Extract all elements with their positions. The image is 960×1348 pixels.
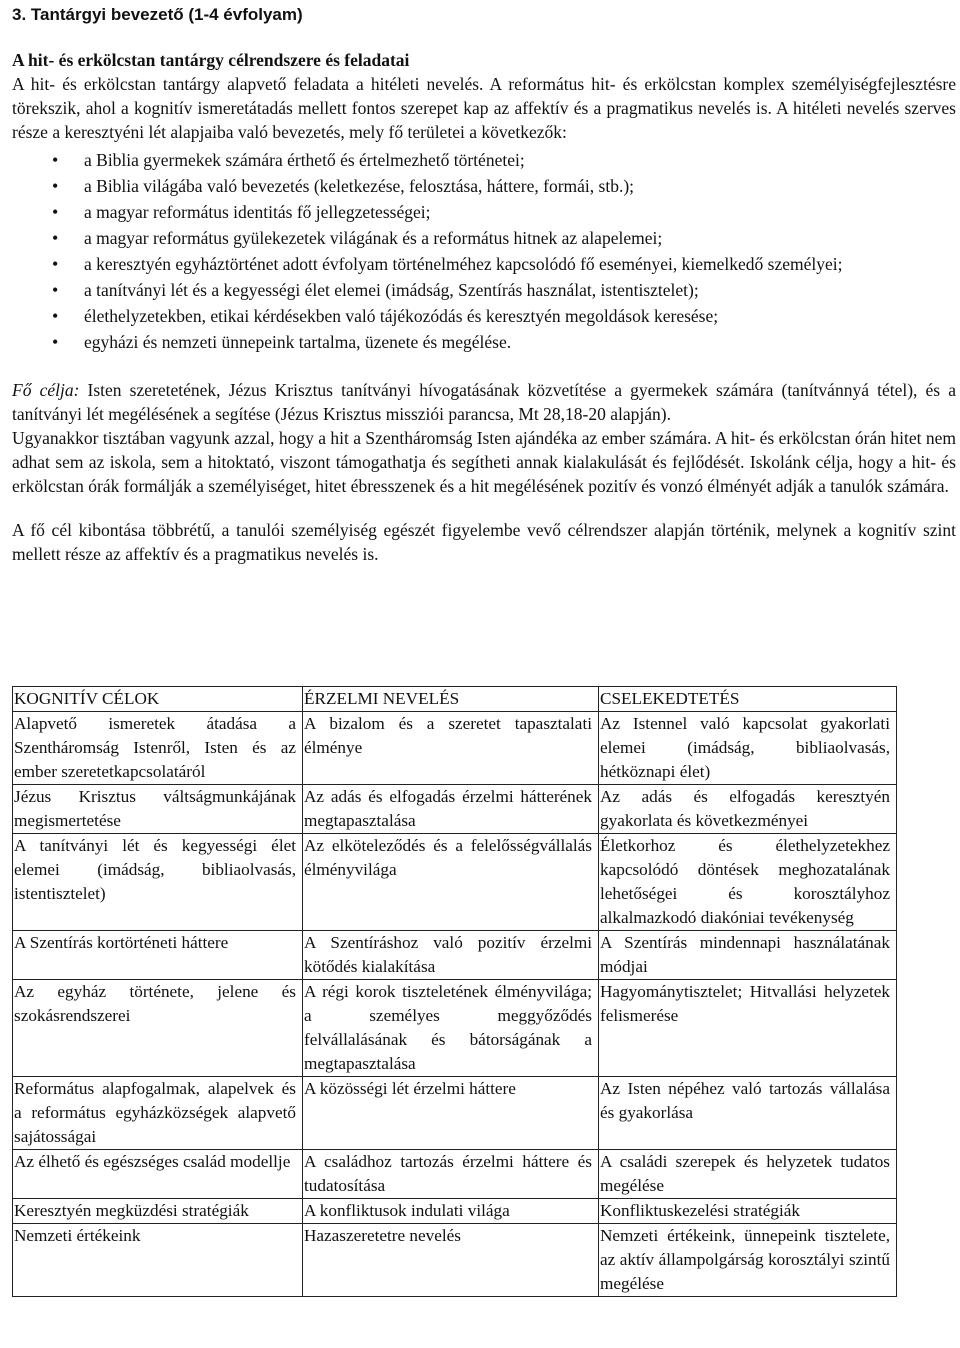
table-cell: Keresztyén megküzdési stratégiák xyxy=(13,1199,303,1224)
table-cell: A családi szerepek és helyzetek tudatos megélése xyxy=(599,1150,897,1199)
list-item: • a magyar református gyülekezetek világának és a református hitnek az alapelemei; xyxy=(12,226,956,250)
list-item: • egyházi és nemzeti ünnepeink tartalma, üzenete és megélése. xyxy=(12,330,956,354)
table-cell: Az élhető és egészséges család modellje xyxy=(13,1150,303,1199)
table-cell: A tanítványi lét és kegyességi élet elemei (imádság, bibliaolvasás, istentisztelet) xyxy=(13,834,303,931)
table-cell: Az adás és elfogadás keresztyén gyakorlata és következményei xyxy=(599,785,897,834)
table-row xyxy=(13,785,897,834)
document-page xyxy=(12,0,956,1293)
table-cell: Az Istennel való kapcsolat gyakorlati elemei (imádság, bibliaolvasás, hétköznapi élet) xyxy=(599,712,897,785)
table-cell: Nemzeti értékeink xyxy=(13,1224,303,1297)
column-header-action: CSELEKEDTETÉS xyxy=(599,687,897,712)
paragraph-2: Ugyanakkor tisztában vagyunk azzal, hogy a hit a Szentháromság Isten ajándéka az ember számára. A hit- és erkölcstan órán hitet nem adhat sem az iskola, sem a hitoktató, viszont támogathatja és segítheti annak kialakulását és fejlődését. Iskolánk célja, hogy a hit- és erkölcstan órák formálják a személyiséget, hitet ébresszenek és a hit megélésének pozitív és vonzó élményét adják a tanulók számára. xyxy=(12,428,956,496)
table-row xyxy=(13,1077,897,1150)
list-item: • a Biblia világába való bevezetés (keletkezése, felosztása, háttere, formái, stb.); xyxy=(12,174,956,198)
table-cell: Nemzeti értékeink, ünnepeink tisztelete, az aktív állampolgárság korosztályi szintű megélése xyxy=(599,1224,897,1297)
table-cell: A konfliktusok indulati világa xyxy=(303,1199,599,1224)
table-cell: Hazaszeretetre nevelés xyxy=(303,1224,599,1297)
table-cell: Az Isten népéhez való tartozás vállalása és gyakorlása xyxy=(599,1077,897,1150)
list-item: • a keresztyén egyháztörténet adott évfolyam történelméhez kapcsolódó fő eseményei, kiemelkedő személyei; xyxy=(12,252,956,276)
intro-paragraph: A hit- és erkölcstan tantárgy alapvető feladata a hitéleti nevelés. A református hit- és erkölcstan komplex személyiségfejlesztésre törekszik, ahol a kognitív ismeretátadás mellett fontos szerepet kap az affektív és a pragmatikus nevelés is. A hitéleti nevelés szerves része a keresztyéni lét alapjaiba való bevezetés, mely fő területei a következők: xyxy=(12,74,956,142)
table-cell: A Szentírás mindennapi használatának módjai xyxy=(599,931,897,980)
table-cell: Az elköteleződés és a felelősségvállalás élményvilága xyxy=(303,834,599,931)
bullet-list xyxy=(12,148,956,354)
table-cell: A családhoz tartozás érzelmi háttere és tudatosítása xyxy=(303,1150,599,1199)
table-cell: Konfliktuskezelési stratégiák xyxy=(599,1199,897,1224)
column-header-cognitive: KOGNITÍV CÉLOK xyxy=(13,687,303,712)
table-row xyxy=(13,834,897,931)
table-cell: Református alapfogalmak, alapelvek és a református egyházközségek alapvető sajátosságai xyxy=(13,1077,303,1150)
table-row xyxy=(13,1199,897,1224)
table-cell: A Szentírás kortörténeti háttere xyxy=(13,931,303,980)
list-item: • a tanítványi lét és a kegyességi élet elemei (imádság, Szentírás használat, istentisztelet); xyxy=(12,278,956,302)
table-cell: Életkorhoz és élethelyzetekhez kapcsolódó döntések meghozatalának lehetőségei és korosztályhoz alkalmazkodó diakóniai tevékenység xyxy=(599,834,897,931)
main-goal-paragraph xyxy=(12,378,956,426)
column-header-emotional: ÉRZELMI NEVELÉS xyxy=(303,687,599,712)
list-item: • a Biblia gyermekek számára érthető és értelmezhető történetei; xyxy=(12,148,956,172)
subsection-title: A hit- és erkölcstan tantárgy célrendszere és feladatai xyxy=(12,50,410,70)
table-row xyxy=(13,1150,897,1199)
main-goal-text: Isten szeretetének, Jézus Krisztus tanítványi hívogatásának közvetítése a gyermekek számára (tanítvánnyá tétel), és a tanítványi lét megélésének a segítése (Jézus Krisztus missziói parancsa, Mt 28,18-20 alapján). xyxy=(12,380,956,424)
list-item: • a magyar református identitás fő jellegzetességei; xyxy=(12,200,956,224)
table-header-row xyxy=(13,687,897,712)
table-cell: Jézus Krisztus váltságmunkájának megismertetése xyxy=(13,785,303,834)
goals-table xyxy=(12,686,897,1297)
table-row xyxy=(13,931,897,980)
section-heading: 3. Tantárgyi bevezető (1-4 évfolyam) xyxy=(12,5,303,24)
table-cell: A közösségi lét érzelmi háttere xyxy=(303,1077,599,1150)
table-cell: Az egyház története, jelene és szokásrendszerei xyxy=(13,980,303,1077)
table-cell: A bizalom és a szeretet tapasztalati élménye xyxy=(303,712,599,785)
main-goal-label: Fő célja: xyxy=(12,380,80,400)
table-cell: A Szentíráshoz való pozitív érzelmi kötődés kialakítása xyxy=(303,931,599,980)
list-item: • élethelyzetekben, etikai kérdésekben való tájékozódás és keresztyén megoldások keresése; xyxy=(12,304,956,328)
table-row xyxy=(13,1224,897,1297)
paragraph-3: A fő cél kibontása többrétű, a tanulói személyiség egészét figyelembe vevő célrendszer alapján történik, melynek a kognitív szint mellett része az affektív és a pragmatikus nevelés is. xyxy=(12,520,956,564)
table-cell: A régi korok tiszteletének élményvilága; a személyes meggyőződés felvállalásának és bátorságának a megtapasztalása xyxy=(303,980,599,1077)
table-cell: Alapvető ismeretek átadása a Szentháromság Istenről, Isten és az ember szeretetkapcsolatáról xyxy=(13,712,303,785)
table-cell: Hagyománytisztelet; Hitvallási helyzetek felismerése xyxy=(599,980,897,1077)
table-cell: Az adás és elfogadás érzelmi hátterének megtapasztalása xyxy=(303,785,599,834)
table-row xyxy=(13,980,897,1077)
table-row xyxy=(13,712,897,785)
